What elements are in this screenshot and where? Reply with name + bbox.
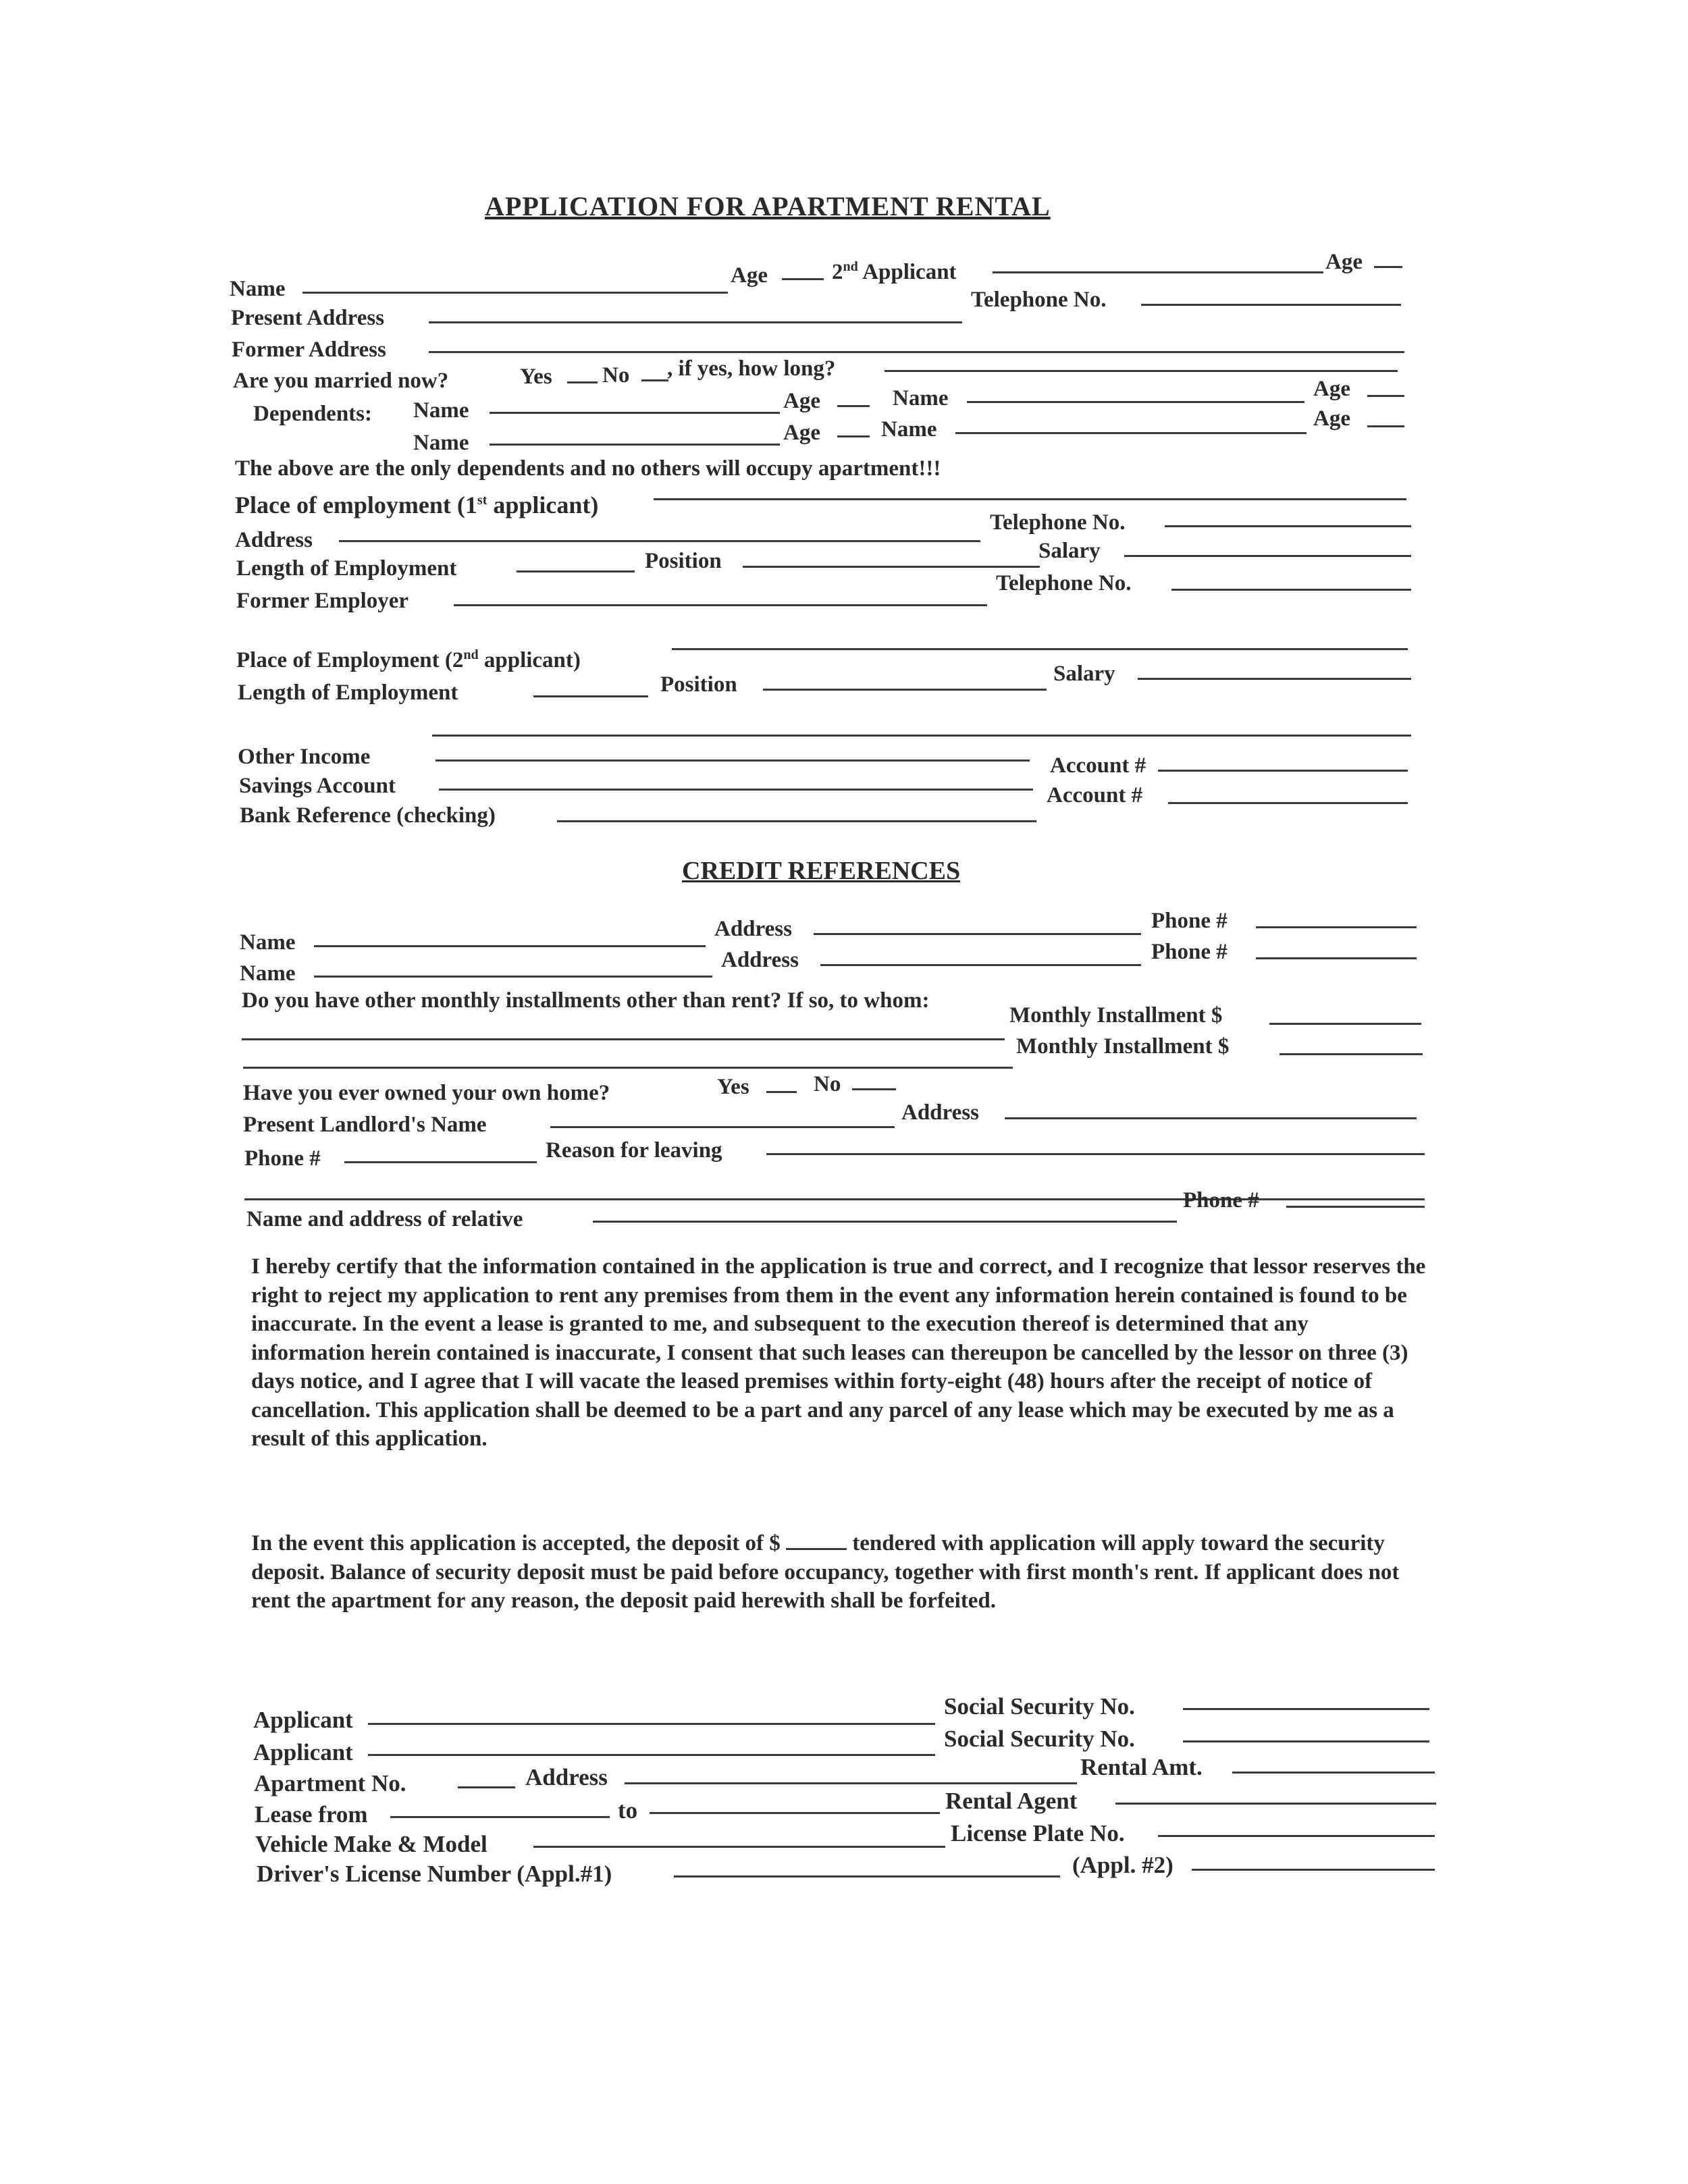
credit1-phone-label: Phone # xyxy=(1151,909,1228,933)
age-field[interactable] xyxy=(782,278,824,280)
certification-paragraph: I hereby certify that the information contained in the application is true and correct, and I recognize that lessor reserves the right to reject my application to rent any premises from them in the event any information herein contained is found to be inaccurate. In the event a lease is granted to me, and subsequent to the execution thereof is determined that any information herein contained is inaccurate, I consent that such leases can thereupon be cancelled by the lessor on three (3) days notice, and I agree that I will vacate the leased premises within forty-eight (48) hours after the receipt of notice of cancellation. This application shall be deemed to be a part and any parcel of any lease which may be executed by me as a result of this application. xyxy=(251,1254,1426,1451)
drivers-license-label: Driver's License Number (Appl.#1) xyxy=(257,1861,612,1887)
former-employer-field[interactable] xyxy=(454,604,987,606)
savings-account-number-label: Account # xyxy=(1050,753,1146,778)
owned-home-question: Have you ever owned your own home? xyxy=(243,1081,610,1105)
credit1-name-field[interactable] xyxy=(314,945,706,947)
telephone-label: Telephone No. xyxy=(971,288,1107,312)
landlord-phone-field[interactable] xyxy=(344,1161,537,1163)
appl2-label: (Appl. #2) xyxy=(1072,1852,1173,1878)
dependent1-name-label: Name xyxy=(413,398,469,423)
credit-references-heading: CREDIT REFERENCES xyxy=(682,857,961,885)
former-employer-telephone-field[interactable] xyxy=(1171,589,1411,591)
credit2-phone-field[interactable] xyxy=(1256,957,1417,959)
installment2-amount-field[interactable] xyxy=(1280,1053,1423,1055)
installments-question: Do you have other monthly installments other than rent? If so, to whom: xyxy=(242,988,930,1013)
installment2-label: Monthly Installment $ xyxy=(1016,1034,1230,1059)
deposit-paragraph: In the event this application is accepted, the deposit of $ tendered with application will apply toward the security deposit. Balance of security deposit must be paid before occupancy, together with first month's rent. If applicant does not rent the apartment for any reason, the deposit paid herewith shall be forfeited. xyxy=(251,1531,1400,1613)
dependent3-name-field[interactable] xyxy=(490,444,780,446)
dependent1-age-label: Age xyxy=(783,389,820,413)
deposit-amount-field[interactable] xyxy=(786,1533,847,1550)
former-address-field[interactable] xyxy=(429,351,1404,353)
dependent2-name-label: Name xyxy=(893,386,949,410)
dependent3-age-field[interactable] xyxy=(837,435,870,437)
landlord-name-field[interactable] xyxy=(550,1126,895,1128)
position1-field[interactable] xyxy=(743,566,1040,568)
reason-leaving-field[interactable] xyxy=(766,1153,1425,1155)
rental-agent-label: Rental Agent xyxy=(945,1788,1078,1814)
salary1-label: Salary xyxy=(1038,539,1101,563)
other-income-extra-line[interactable] xyxy=(432,735,1411,737)
how-long-label: , if yes, how long? xyxy=(667,356,836,381)
length-employment2-field[interactable] xyxy=(533,695,648,697)
employer1-address-label: Address xyxy=(235,528,313,552)
drivers-license2-field[interactable] xyxy=(1192,1869,1435,1871)
salary1-field[interactable] xyxy=(1124,555,1411,557)
vehicle-label: Vehicle Make & Model xyxy=(255,1831,487,1857)
apartment-address-label: Address xyxy=(525,1764,608,1790)
owned-home-no-field[interactable] xyxy=(852,1088,896,1090)
other-income-field[interactable] xyxy=(436,760,1030,762)
employer1-address-field[interactable] xyxy=(339,540,980,542)
landlord-name-label: Present Landlord's Name xyxy=(243,1113,487,1137)
present-address-field[interactable] xyxy=(429,321,962,323)
length-employment1-label: Length of Employment xyxy=(236,556,457,581)
applicant2-label: Applicant xyxy=(253,1739,353,1765)
age2-field[interactable] xyxy=(1374,266,1402,268)
relative-field[interactable] xyxy=(593,1221,1177,1223)
former-address-label: Former Address xyxy=(232,338,386,362)
applicant1-label: Applicant xyxy=(253,1707,353,1733)
married-question: Are you married now? xyxy=(233,369,449,393)
dependent3-age-label: Age xyxy=(783,421,820,445)
dependent1-name-field[interactable] xyxy=(490,412,780,414)
employment1-field[interactable] xyxy=(654,498,1406,500)
applicant1-ssn-label: Social Security No. xyxy=(944,1693,1135,1720)
employment2-field[interactable] xyxy=(672,648,1408,650)
dependent4-age-label: Age xyxy=(1313,406,1350,431)
lease-to-field[interactable] xyxy=(650,1812,940,1814)
installment2-field[interactable] xyxy=(243,1067,1013,1069)
former-employer-telephone-label: Telephone No. xyxy=(996,571,1132,595)
dependent4-name-label: Name xyxy=(881,417,937,442)
married-no-label: No xyxy=(602,363,630,388)
checking-account-number-label: Account # xyxy=(1047,783,1143,807)
checking-account-number-field[interactable] xyxy=(1168,802,1408,804)
relative-phone-label: Phone # xyxy=(1183,1188,1259,1213)
installment1-field[interactable] xyxy=(242,1038,1005,1040)
salary2-field[interactable] xyxy=(1138,678,1411,680)
position1-label: Position xyxy=(645,549,722,573)
reason-leaving-label: Reason for leaving xyxy=(546,1138,722,1163)
dependent2-age-label: Age xyxy=(1313,377,1350,401)
license-plate-label: License Plate No. xyxy=(951,1820,1125,1846)
how-long-field[interactable] xyxy=(885,370,1398,372)
salary2-label: Salary xyxy=(1053,662,1115,686)
employment1-label: Place of employment (1st applicant) xyxy=(235,491,599,518)
drivers-license1-field[interactable] xyxy=(674,1875,1060,1877)
applicant1-ssn-field[interactable] xyxy=(1183,1708,1429,1710)
relative-phone-field[interactable] xyxy=(1286,1206,1425,1208)
length-employment1-field[interactable] xyxy=(517,570,635,572)
credit2-phone-label: Phone # xyxy=(1151,940,1228,964)
license-plate-field[interactable] xyxy=(1158,1835,1435,1837)
savings-account-field[interactable] xyxy=(439,789,1033,791)
owned-home-no-label: No xyxy=(814,1072,841,1096)
credit1-address-field[interactable] xyxy=(814,933,1141,935)
position2-field[interactable] xyxy=(763,689,1047,691)
married-yes-field[interactable] xyxy=(567,381,598,383)
employer1-telephone-field[interactable] xyxy=(1165,525,1411,527)
former-employer-label: Former Employer xyxy=(236,589,409,613)
dependent2-name-field[interactable] xyxy=(967,401,1304,403)
rental-agent-field[interactable] xyxy=(1115,1803,1436,1805)
applicant1-field[interactable] xyxy=(368,1723,935,1725)
credit2-address-label: Address xyxy=(721,948,799,972)
dependent4-name-field[interactable] xyxy=(955,432,1307,434)
only-dependents-note: The above are the only dependents and no others will occupy apartment!!! xyxy=(235,456,941,481)
position2-label: Position xyxy=(660,672,737,697)
age-label: Age xyxy=(731,263,768,288)
second-applicant-label: 2nd Applicant xyxy=(832,259,957,284)
installment1-label: Monthly Installment $ xyxy=(1009,1003,1223,1028)
lease-from-label: Lease from xyxy=(255,1801,368,1828)
dependents-label: Dependents: xyxy=(253,402,373,426)
apartment-no-label: Apartment No. xyxy=(254,1770,406,1796)
lease-from-field[interactable] xyxy=(390,1816,610,1818)
credit2-name-label: Name xyxy=(240,961,296,986)
owned-home-yes-field[interactable] xyxy=(766,1091,797,1093)
age2-label: Age xyxy=(1325,250,1363,274)
employer1-telephone-label: Telephone No. xyxy=(990,510,1126,535)
telephone-field[interactable] xyxy=(1141,304,1401,306)
name-field[interactable] xyxy=(302,292,728,294)
married-no-field[interactable] xyxy=(641,379,668,381)
apartment-address-field[interactable] xyxy=(625,1782,1077,1784)
installment1-amount-field[interactable] xyxy=(1269,1023,1421,1025)
credit1-phone-field[interactable] xyxy=(1256,926,1417,928)
name-label: Name xyxy=(230,277,286,301)
savings-account-number-field[interactable] xyxy=(1158,770,1408,772)
dependent4-age-field[interactable] xyxy=(1367,425,1404,427)
applicant2-ssn-field[interactable] xyxy=(1183,1740,1429,1742)
credit2-name-field[interactable] xyxy=(314,976,712,978)
other-income-label: Other Income xyxy=(238,745,371,769)
married-yes-label: Yes xyxy=(520,365,552,389)
rental-amt-label: Rental Amt. xyxy=(1080,1754,1203,1780)
form-title: APPLICATION FOR APARTMENT RENTAL xyxy=(485,191,1051,221)
second-applicant-field[interactable] xyxy=(993,271,1323,273)
length-employment2-label: Length of Employment xyxy=(238,681,458,705)
apartment-no-field[interactable] xyxy=(458,1786,515,1788)
credit2-address-field[interactable] xyxy=(820,964,1141,966)
bank-reference-label: Bank Reference (checking) xyxy=(240,803,496,828)
bank-reference-field[interactable] xyxy=(557,820,1036,822)
owned-home-yes-label: Yes xyxy=(717,1075,749,1099)
credit1-address-label: Address xyxy=(714,917,792,941)
present-address-label: Present Address xyxy=(231,306,385,330)
credit1-name-label: Name xyxy=(240,930,296,955)
dependent3-name-label: Name xyxy=(413,431,469,455)
employment2-label: Place of Employment (2nd applicant) xyxy=(236,647,581,672)
landlord-phone-label: Phone # xyxy=(244,1146,321,1171)
applicant2-ssn-label: Social Security No. xyxy=(944,1726,1135,1752)
dependent2-age-field[interactable] xyxy=(1367,395,1404,397)
relative-label: Name and address of relative xyxy=(246,1207,523,1231)
landlord-address-field[interactable] xyxy=(1005,1117,1417,1119)
vehicle-field[interactable] xyxy=(533,1846,945,1848)
rental-amt-field[interactable] xyxy=(1232,1772,1435,1774)
dependent1-age-field[interactable] xyxy=(837,405,870,407)
applicant2-field[interactable] xyxy=(368,1754,935,1756)
landlord-address-label: Address xyxy=(901,1100,979,1125)
savings-account-label: Savings Account xyxy=(239,774,396,798)
lease-to-label: to xyxy=(618,1797,638,1823)
